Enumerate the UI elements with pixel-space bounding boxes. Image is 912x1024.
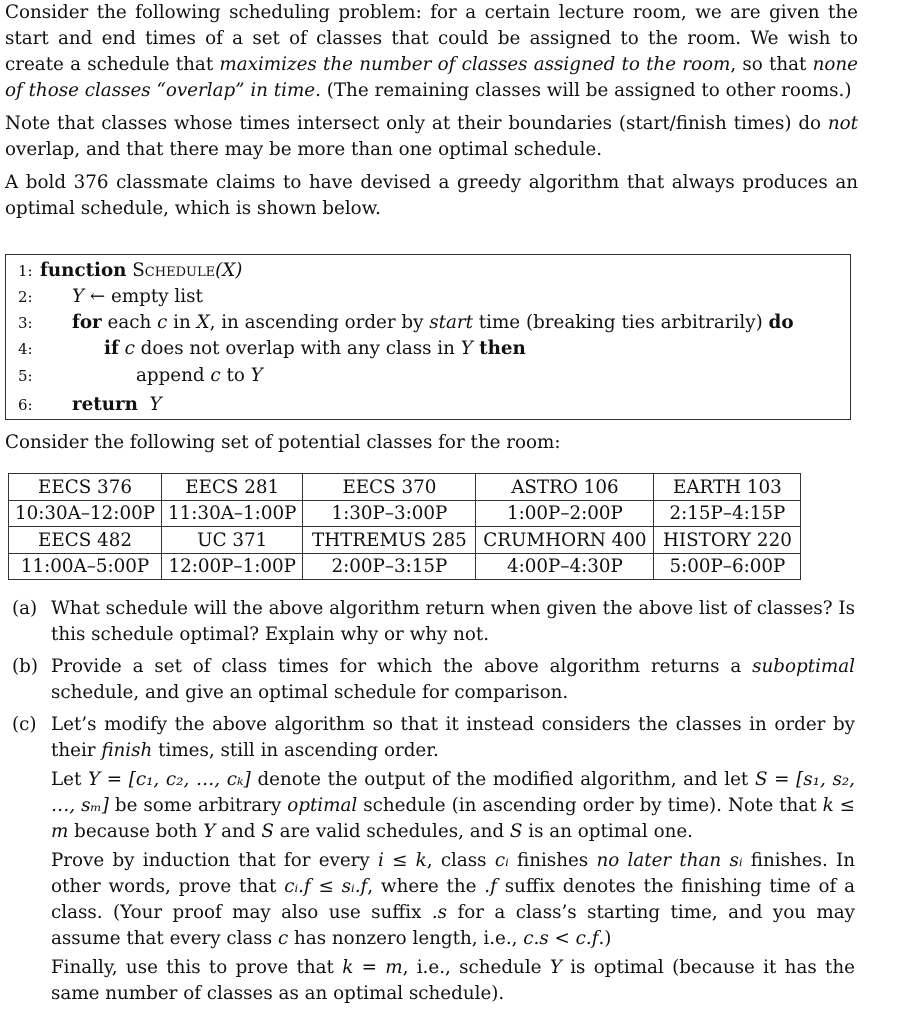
table-row — [9, 527, 801, 554]
class-name: THTREMUS 285 — [303, 527, 476, 554]
class-time: 2:15P–4:15P — [654, 501, 801, 527]
part-a: (a) What schedule will the above algorithm return when given the above list of classes? Is this schedule optimal? Explain why or why not. — [12, 598, 855, 645]
class-time: 11:00A–5:00P — [9, 554, 162, 580]
class-time: 1:30P–3:00P — [303, 501, 476, 527]
class-name: EARTH 103 — [654, 474, 801, 501]
class-time: 11:30A–1:00P — [162, 501, 303, 527]
part-c — [12, 712, 855, 1007]
class-name: EECS 281 — [162, 474, 303, 501]
algorithm-box: 1: function Schedule(X) 2: Y ← empty list 3: for each c in X, in ascending order by start time (breaking ties arbitrarily) do 4: if c does not overlap with any class in Y then 5: append c to Y 6: return Y — [5, 254, 851, 420]
class-time: 2:00P–3:15P — [303, 554, 476, 580]
classes-intro: Consider the following set of potential classes for the room: — [5, 432, 561, 453]
problem-intro — [5, 0, 858, 222]
table-row — [9, 474, 801, 501]
class-name: EECS 370 — [303, 474, 476, 501]
class-name: ASTRO 106 — [476, 474, 654, 501]
intro-paragraph-2: Note that classes whose times intersect only at their boundaries (start/finish times) do not overlap, and that there may be more than one optimal schedule. — [5, 113, 858, 160]
class-time: 1:00P–2:00P — [476, 501, 654, 527]
class-time: 5:00P–6:00P — [654, 554, 801, 580]
class-time: 12:00P–1:00P — [162, 554, 303, 580]
class-time: 10:30A–12:00P — [9, 501, 162, 527]
part-label: (a) — [12, 598, 38, 619]
part-c-para-3: Prove by induction that for every i ≤ k, class cᵢ finishes no later than sᵢ finishes. In other words, prove that cᵢ.f ≤ sᵢ.f, where the .f suffix denotes the finishing time of a class. (Your proof may also use suffix .s for a class’s starting time, and you may assume that every class c has nonzero length, i.e., c.s < c.f.) — [51, 850, 856, 949]
class-name: HISTORY 220 — [654, 527, 801, 554]
table-row — [9, 501, 801, 527]
part-c-para-4: Finally, use this to prove that k = m, i.e., schedule Y is optimal (because it has the same number of classes as an optimal schedule). — [51, 957, 855, 1004]
classes-table — [8, 473, 801, 580]
part-label: (b) — [12, 656, 38, 677]
part-label: (c) — [12, 714, 37, 735]
part-c-para-1: Let’s modify the above algorithm so that it instead considers the classes in order by their finish times, still in ascending order. — [51, 714, 855, 761]
class-name: UC 371 — [162, 527, 303, 554]
question-parts — [12, 596, 855, 1013]
class-name: EECS 482 — [9, 527, 162, 554]
part-c-para-2: Let Y = [c₁, c₂, …, cₖ] denote the output of the modified algorithm, and let S = [s₁, s₂, …, sₘ] be some arbitrary optimal schedule (in ascending order by time). Note that k ≤ m because both Y and S are valid schedules, and S is an optimal one. — [51, 769, 855, 842]
part-b: (b) Provide a set of class times for which the above algorithm returns a suboptimal schedule, and give an optimal schedule for comparison. — [12, 656, 855, 703]
table-row — [9, 554, 801, 580]
class-name: EECS 376 — [9, 474, 162, 501]
class-time: 4:00P–4:30P — [476, 554, 654, 580]
intro-paragraph-3: A bold 376 classmate claims to have devised a greedy algorithm that always produces an optimal schedule, which is shown below. — [5, 172, 858, 219]
intro-paragraph-1: Consider the following scheduling problem: for a certain lecture room, we are given the start and end times of a set of classes that could be assigned to the room. We wish to create a schedule that maximizes the number of classes assigned to the room, so that none of those classes “overlap” in time. (The remaining classes will be assigned to other rooms.) — [5, 2, 858, 101]
class-name: CRUMHORN 400 — [476, 527, 654, 554]
